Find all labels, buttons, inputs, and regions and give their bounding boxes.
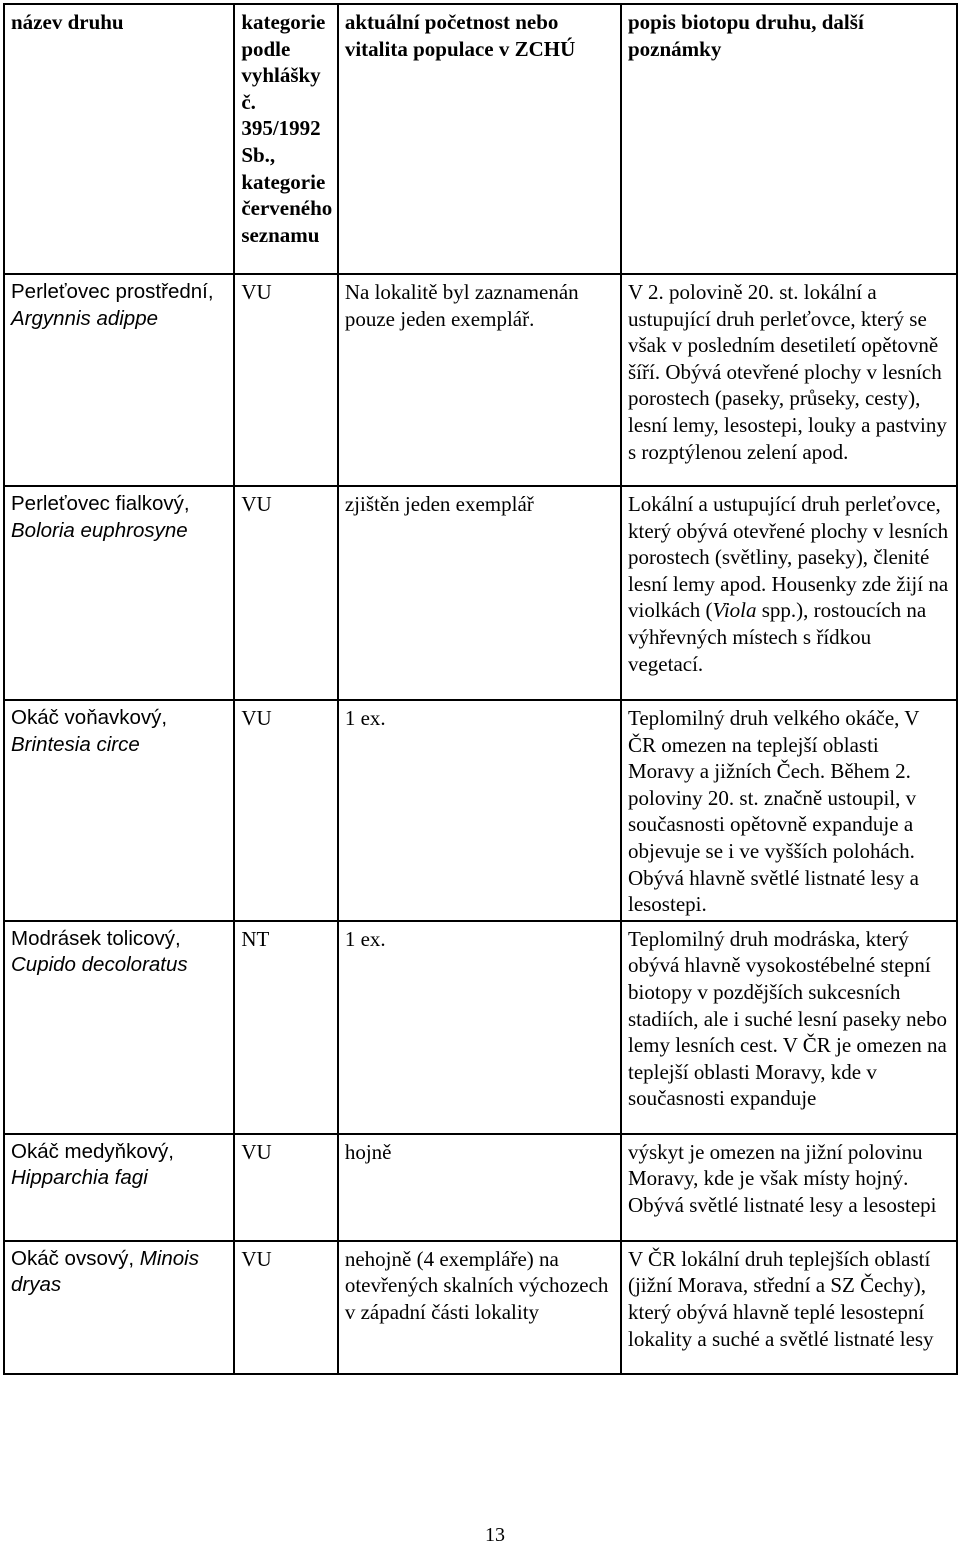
common-name: Okáč medyňkový, [11, 1139, 174, 1163]
description-cell: V 2. polovině 20. st. lokální a ustupující druh perleťovce, který se však v posledním desetiletí opětovně šíří. Obývá otevřené plochy v lesních porostech (paseky, průseky, cesty), lesní lemy, lesostepi, louky a pastviny s rozptýlenou zelení apod. [621, 274, 957, 486]
table-row [4, 700, 957, 921]
species-table [3, 3, 958, 1375]
description-cell: Teplomilný druh velkého okáče, V ČR omezen na teplejší oblasti Moravy a jižních Čech. Během 2. poloviny 20. st. značně ustoupil, v současnosti opětovně expanduje a objevuje se i ve vyšších polohách. Obývá hlavně světlé listnaté lesy a lesostepi. [621, 700, 957, 921]
category-cell: VU [234, 486, 338, 700]
species-name-cell [4, 274, 234, 486]
latin-name: Boloria euphrosyne [11, 518, 188, 542]
abundance-cell: 1 ex. [338, 700, 621, 921]
common-name: Okáč voňavkový, [11, 706, 168, 729]
common-name: Perleťovec prostřední, [11, 280, 214, 303]
common-name: Modrásek tolicový, [11, 926, 181, 950]
abundance-cell: Na lokalitě byl zaznamenán pouze jeden exemplář. [338, 274, 621, 486]
species-name-cell [4, 700, 234, 921]
species-name-cell [4, 921, 234, 1134]
species-name-cell [4, 486, 234, 700]
table-row [4, 921, 957, 1134]
table-row [4, 1134, 957, 1241]
species-name-cell [4, 1134, 234, 1241]
description-cell: Teplomilný druh modráska, který obývá hlavně vysokostébelné stepní biotopy v pozdějších sukcesních stadiích, ale i suché lesní paseky nebo lemy lesních cest. V ČR je omezen na teplejší oblasti Moravy, kde v současnosti expanduje [621, 921, 957, 1134]
category-cell: VU [234, 1241, 338, 1374]
table-row [4, 274, 957, 486]
header-abundance: aktuální početnost nebo vitalita populace v ZCHÚ [338, 4, 621, 274]
latin-name: Hipparchia fagi [11, 1166, 148, 1190]
header-category: kategorie podle vyhlášky č. 395/1992 Sb., kategorie červeného seznamu [234, 4, 338, 274]
header-description: popis biotopu druhu, další poznámky [621, 4, 957, 274]
latin-name: Brintesia circe [11, 732, 140, 756]
description-cell: V ČR lokální druh teplejších oblastí (jižní Morava, střední a SZ Čechy), který obývá hlavně teplé lesostepní lokality a suché a světlé listnaté lesy [621, 1241, 957, 1374]
latin-name: Cupido decoloratus [11, 953, 188, 977]
category-cell: VU [234, 274, 338, 486]
common-name: Okáč ovsový, [11, 1246, 135, 1270]
category-cell: NT [234, 921, 338, 1134]
common-name: Perleťovec fialkový, [11, 492, 190, 515]
category-cell: VU [234, 1134, 338, 1241]
description-cell [621, 486, 957, 700]
abundance-cell: zjištěn jeden exemplář [338, 486, 621, 700]
header-name: název druhu [4, 4, 234, 274]
description-text: Lokální a ustupující druh perleťovce, který obývá otevřené plochy v lesních porostech (světliny, paseky), členité lesní lemy apod. Housenky zde žijí na violkách ( [627, 492, 949, 623]
description-italic: Viola [712, 598, 757, 623]
table-header-row [4, 4, 957, 274]
latin-name: Minois dryas [11, 1246, 199, 1297]
abundance-cell: nehojně (4 exempláře) na otevřených skalních výchozech v západní části lokality [338, 1241, 621, 1374]
table-row [4, 486, 957, 700]
latin-name: Argynnis adippe [11, 306, 159, 330]
abundance-cell: hojně [338, 1134, 621, 1241]
table-row [4, 1241, 957, 1374]
species-name-cell [4, 1241, 234, 1374]
page-number: 13 [485, 1524, 505, 1546]
abundance-cell: 1 ex. [338, 921, 621, 1134]
category-cell: VU [234, 700, 338, 921]
description-cell: výskyt je omezen na jižní polovinu Moravy, kde je však místy hojný. Obývá světlé listnaté lesy a lesostepi [621, 1134, 957, 1241]
description-text: spp.), rostoucích na výhřevných místech s řídkou vegetací. [627, 598, 927, 676]
